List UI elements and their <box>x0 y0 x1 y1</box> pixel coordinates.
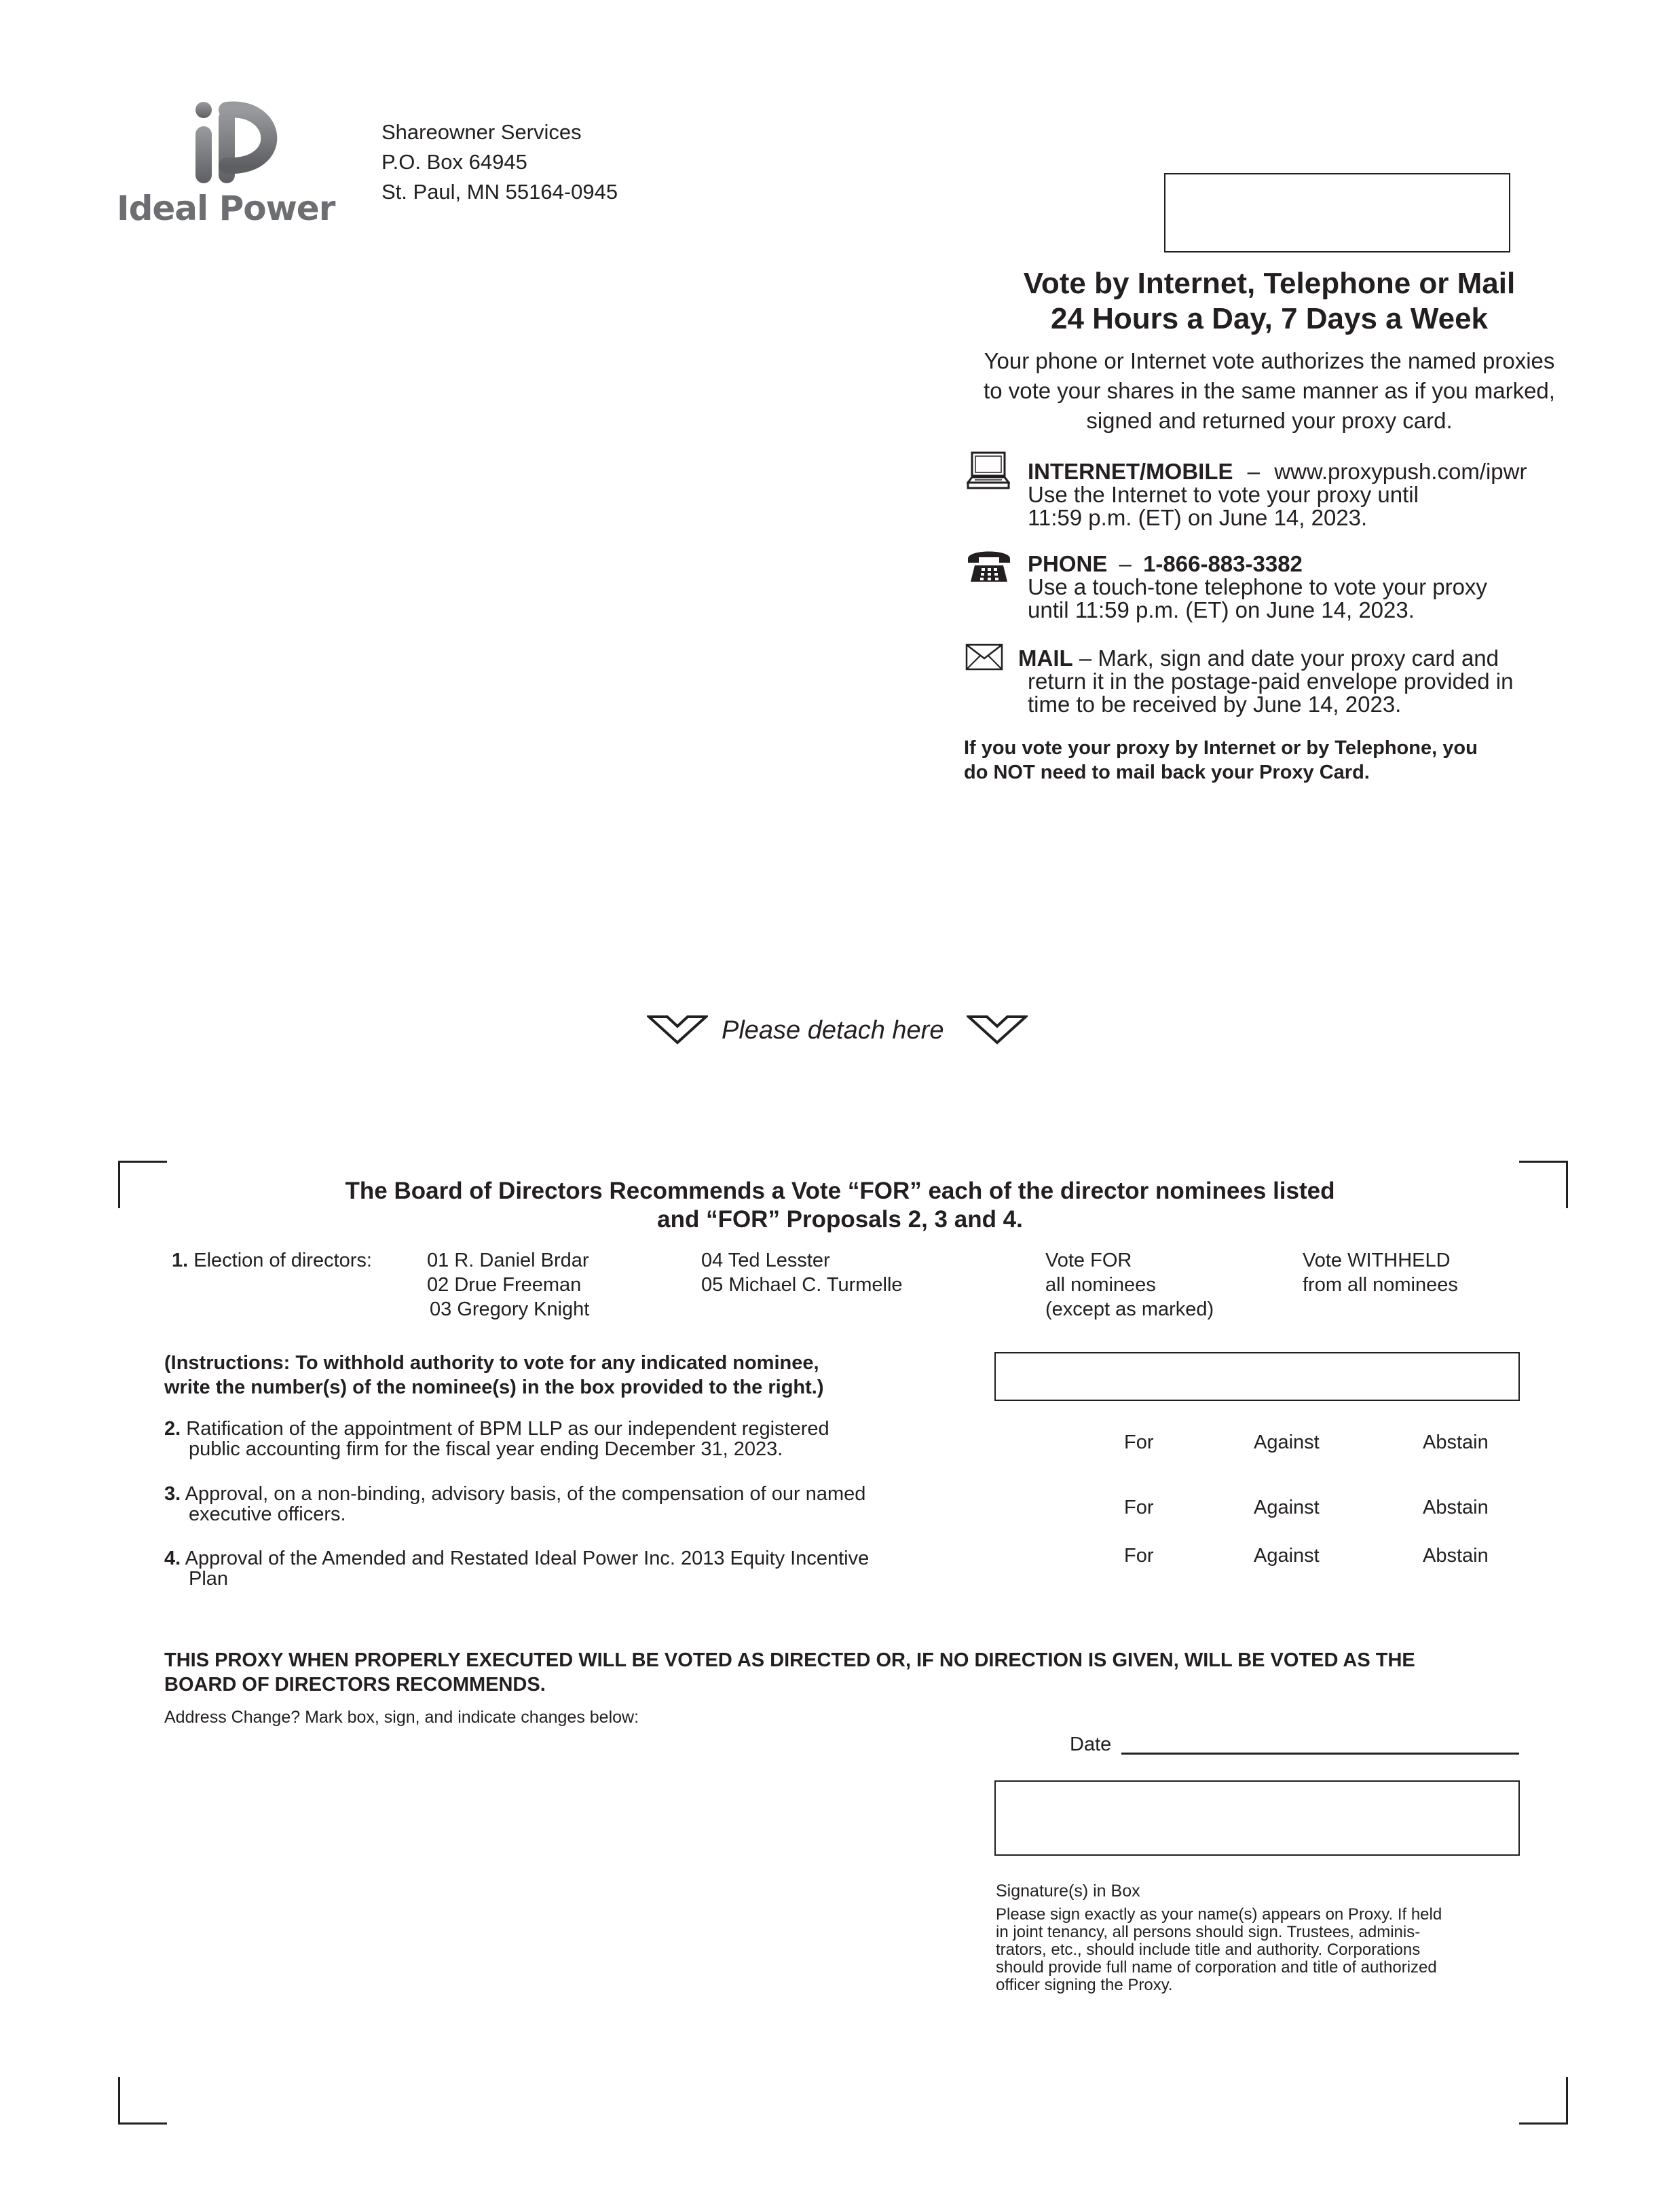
internet-label: INTERNET/MOBILE <box>1028 459 1233 484</box>
choice-for[interactable]: For <box>1124 1432 1154 1453</box>
proxy-notice-line: THIS PROXY WHEN PROPERLY EXECUTED WILL BE VOTED AS DIRECTED OR, IF NO DIRECTION IS GIVEN, WILL BE VOTED AS THE <box>164 1649 1415 1671</box>
vote-for-all-option[interactable] <box>1045 1248 1214 1322</box>
signature-box[interactable] <box>994 1780 1520 1856</box>
envelope-icon <box>965 643 1003 671</box>
nominee-list <box>427 1248 589 1322</box>
choice-against[interactable]: Against <box>1254 1545 1320 1567</box>
instructions-line: (Instructions: To withhold authority to vote for any indicated nominee, <box>164 1352 819 1374</box>
internet-url[interactable]: www.proxypush.com/ipwr <box>1274 459 1527 484</box>
internet-line: 11:59 p.m. (ET) on June 14, 2023. <box>1028 505 1368 530</box>
signature-label: Signature(s) in Box <box>996 1882 1140 1901</box>
ip-monogram-icon <box>117 100 334 189</box>
proposal-number: 2. <box>164 1418 181 1440</box>
phone-line: until 11:59 p.m. (ET) on June 14, 2023. <box>1028 597 1415 622</box>
choice-for[interactable]: For <box>1124 1545 1154 1567</box>
vote-withheld-option[interactable] <box>1303 1248 1458 1297</box>
phone-dash: – <box>1119 551 1132 576</box>
proposal-4 <box>164 1548 869 1589</box>
instructions-line: write the number(s) of the nominee(s) in the box provided to the right.) <box>164 1377 824 1398</box>
sender-address <box>381 117 618 207</box>
proposal-text: Approval of the Amended and Restated Ideal Power Inc. 2013 Equity Incentive <box>185 1548 870 1569</box>
vote-notice-line: If you vote your proxy by Internet or by Telephone, you <box>964 737 1478 759</box>
crop-mark <box>118 2077 167 2125</box>
proposal-text: executive officers. <box>189 1503 346 1525</box>
proposal-number: 3. <box>164 1483 181 1505</box>
nominee: 01 R. Daniel Brdar <box>427 1250 589 1271</box>
mail-option <box>1018 647 1575 716</box>
choice-against[interactable]: Against <box>1254 1432 1320 1453</box>
choice-abstain[interactable]: Abstain <box>1423 1497 1489 1518</box>
election-number: 1. <box>172 1250 189 1271</box>
election-label <box>172 1248 372 1273</box>
phone-option <box>1028 553 1571 622</box>
nominee-list <box>701 1248 903 1297</box>
sender-line: P.O. Box 64945 <box>381 150 527 174</box>
vote-withheld-line: from all nominees <box>1303 1274 1458 1296</box>
control-number-box <box>1164 173 1510 252</box>
election-text: Election of directors: <box>193 1250 372 1271</box>
crop-mark <box>1519 2077 1568 2125</box>
vote-notice <box>964 736 1478 785</box>
board-line: The Board of Directors Recommends a Vote “FOR” each of the director nominees listed <box>345 1178 1335 1204</box>
board-line: and “FOR” Proposals 2, 3 and 4. <box>657 1206 1023 1233</box>
crop-mark <box>1519 1161 1568 1208</box>
address-change-label: Address Change? Mark box, sign, and indicate changes below: <box>164 1708 639 1727</box>
choice-abstain[interactable]: Abstain <box>1423 1432 1489 1453</box>
signature-instructions <box>996 1906 1522 1994</box>
withhold-nominee-box[interactable] <box>994 1352 1520 1401</box>
proposal-2 <box>164 1419 829 1459</box>
vote-notice-line: do NOT need to mail back your Proxy Card. <box>964 762 1370 783</box>
internet-line: Use the Internet to vote your proxy until <box>1028 482 1419 507</box>
proposal-text: Approval, on a non-binding, advisory basis, of the compensation of our named <box>185 1483 866 1505</box>
vote-for-line: (except as marked) <box>1045 1298 1214 1320</box>
phone-label: PHONE <box>1028 551 1108 576</box>
signature-line: officer signing the Proxy. <box>996 1976 1173 1994</box>
nominee: 05 Michael C. Turmelle <box>701 1274 903 1296</box>
choice-abstain[interactable]: Abstain <box>1423 1545 1489 1567</box>
computer-icon <box>967 451 1010 491</box>
proxy-notice-line: BOARD OF DIRECTORS RECOMMENDS. <box>164 1674 546 1696</box>
mail-line: return it in the postage-paid envelope provided in <box>1028 669 1514 694</box>
signature-line: Please sign exactly as your name(s) appears on Proxy. If held <box>996 1905 1442 1924</box>
proposal-3 <box>164 1484 865 1524</box>
signature-line: in joint tenancy, all persons should sign. Trustees, adminis- <box>996 1923 1421 1941</box>
telephone-icon <box>965 546 1013 584</box>
vote-heading-line: 24 Hours a Day, 7 Days a Week <box>1050 302 1489 335</box>
phone-line: Use a touch-tone telephone to vote your proxy <box>1028 574 1487 599</box>
company-logo <box>117 100 334 236</box>
nominee: 02 Drue Freeman <box>427 1274 582 1296</box>
detach-text: Please detach here <box>722 1016 944 1045</box>
choice-for[interactable]: For <box>1124 1497 1154 1518</box>
date-field[interactable] <box>1121 1753 1519 1755</box>
mail-line: – Mark, sign and date your proxy card and <box>1079 646 1499 671</box>
choice-against[interactable]: Against <box>1254 1497 1320 1518</box>
detach-arrow-icon <box>967 1013 1028 1047</box>
vote-intro: Your phone or Internet vote authorizes the named proxies to vote your shares in the same manner as if you marked, signed and returned your proxy card. <box>984 348 1555 433</box>
vote-for-line: Vote FOR <box>1045 1250 1132 1271</box>
proposal-number: 4. <box>164 1548 181 1569</box>
nominee: 03 Gregory Knight <box>430 1298 590 1320</box>
proxy-notice <box>164 1648 1415 1697</box>
proposal-text: Ratification of the appointment of BPM LLP as our independent registered <box>186 1418 829 1440</box>
proposal-text: public accounting firm for the fiscal year ending December 31, 2023. <box>189 1438 783 1460</box>
sender-line: St. Paul, MN 55164-0945 <box>381 180 618 204</box>
nominee: 04 Ted Lesster <box>701 1250 830 1271</box>
internet-option <box>1028 460 1571 529</box>
proposal-text: Plan <box>189 1568 229 1590</box>
phone-number[interactable]: 1-866-883-3382 <box>1143 551 1303 576</box>
signature-line: trators, etc., should include title and authority. Corporations <box>996 1941 1421 1959</box>
detach-arrow-icon <box>647 1013 708 1047</box>
board-recommendation <box>204 1177 1476 1234</box>
mail-label: MAIL <box>1018 646 1073 671</box>
vote-withheld-line: Vote WITHHELD <box>1303 1250 1451 1271</box>
sender-line: Shareowner Services <box>381 120 582 144</box>
logo-name: Ideal Power <box>117 189 335 228</box>
date-label: Date <box>1070 1734 1112 1755</box>
withhold-instructions <box>164 1351 824 1400</box>
vote-heading <box>964 266 1575 337</box>
mail-line: time to be received by June 14, 2023. <box>1028 692 1402 717</box>
internet-dash: – <box>1247 459 1261 484</box>
signature-line: should provide full name of corporation and title of authorized <box>996 1958 1437 1977</box>
vote-heading-line: Vote by Internet, Telephone or Mail <box>1023 267 1516 300</box>
vote-for-line: all nominees <box>1045 1274 1156 1296</box>
crop-mark <box>118 1161 167 1208</box>
